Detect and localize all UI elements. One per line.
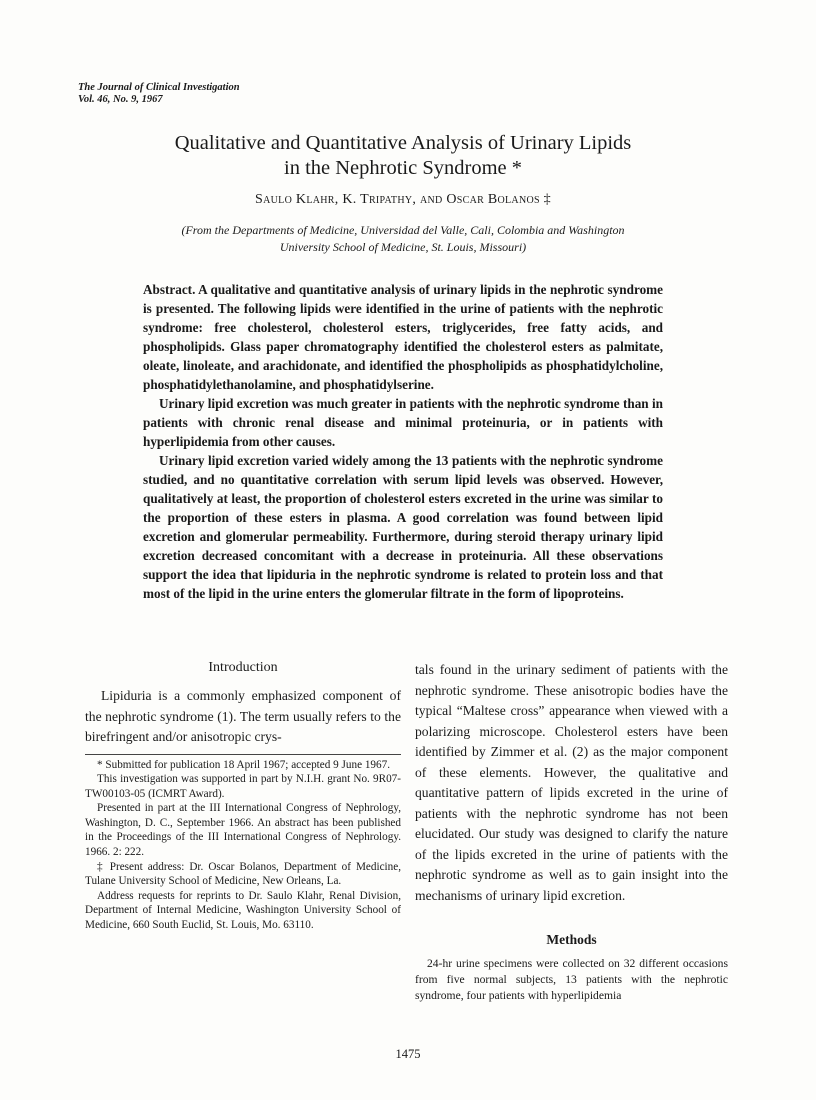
abstract-paragraph-3: Urinary lipid excretion varied widely among the 13 patients with the nephrotic syndrome studied, and no quantitative correlation with serum lipid levels was observed. However, qualitatively at least, the proportion of cholesterol esters excreted in the urine was similar to the proportion of these esters in plasma. A good correlation was found between lipid excretion and glomerular permeability. Furthermore, during steroid therapy urinary lipid excretion decreased concomitant with a decrease in proteinuria. All these observations support the idea that lipiduria in the nephrotic syndrome is related to protein loss and that most of the lipid in the urine enters the glomerular filtrate in the form of lipoproteins. [143,453,663,601]
author-list: Saulo Klahr, K. Tripathy, and Oscar Bolanos ‡ [255,192,551,207]
footnote-presented: Presented in part at the III International Congress of Nephrology, Washington, D. C., September 1966. An abstract has been published in the Proceedings of the III International Congress of Nephrology. 1966. 2: 222. [85,802,401,859]
title-line-2: in the Nephrotic Syndrome * [284,157,522,179]
abstract [143,280,663,603]
footnote-reprints: Address requests for reprints to Dr. Saulo Klahr, Renal Division, Department of Internal Medicine, Washington University School of Medicine, 660 South Euclid, St. Louis, Mo. 63110. [85,889,401,932]
journal-header [78,82,240,106]
methods-text: 24-hr urine specimens were collected on 32 different occasions from five normal subjects, 13 patients with the nephrotic syndrome, four patients with hyperlipidemia [415,957,728,1002]
abstract-paragraph-2: Urinary lipid excretion was much greater in patients with the nephrotic syndrome than in patients with chronic renal disease and minimal proteinuria, or in patients with hyperlipidemia from other causes. [143,396,663,449]
article-title [90,131,716,181]
affiliation-line-2: University School of Medicine, St. Louis, Missouri) [279,240,527,254]
left-column [85,660,401,933]
right-column [415,660,728,1004]
footnote-submitted: * Submitted for publication 18 April 1967; accepted 9 June 1967. [97,758,390,771]
journal-volume: Vol. 46, No. 9, 1967 [78,94,163,105]
page-number: 1475 [395,1047,421,1061]
introduction-heading: Introduction [208,660,278,675]
introduction-text-right: tals found in the urinary sediment of patients with the nephrotic syndrome. These anisotropic bodies have the typical “Maltese cross” appearance when viewed with a polarizing microscope. Cholesterol esters have been identified by Zimmer et al. (2) as the major component of these elements. However, the qualitative and quantitative pattern of lipids excreted in the urine of patients with the nephrotic syndrome has not been elucidated. Our study was designed to clarify the nature of the lipids excreted in the urine of patients with the nephrotic syndrome as well as to gain insight into the mechanisms of urinary lipid excretion. [415,662,728,903]
journal-name: The Journal of Clinical Investigation [78,82,240,93]
abstract-paragraph-1: Abstract. A qualitative and quantitative analysis of urinary lipids in the nephrotic syndrome is presented. The following lipids were identified in the urine of patients with the nephrotic syndrome: free cholesterol, cholesterol esters, triglycerides, free fatty acids, and phospholipids. Glass paper chromatography identified the cholesterol esters as palmitate, oleate, linoleate, and arachidonate, and identified the phospholipids as phosphatidylcholine, phosphatidylethanolamine, and phosphatidylserine. [143,282,663,392]
methods-heading: Methods [546,932,597,947]
footnote-present-address: ‡ Present address: Dr. Oscar Bolanos, Department of Medicine, Tulane University School of Medicine, New Orleans, La. [85,860,401,888]
footnotes [85,754,401,933]
title-line-1: Qualitative and Quantitative Analysis of Urinary Lipids [174,132,632,154]
footnote-support: This investigation was supported in part by N.I.H. grant No. 9R07-TW00103-05 (ICMRT Award). [85,773,401,800]
affiliation [140,222,666,256]
affiliation-line-1: (From the Departments of Medicine, Universidad del Valle, Cali, Colombia and Washington [181,223,625,237]
introduction-text-left: Lipiduria is a commonly emphasized component of the nephrotic syndrome (1). The term usually refers to the birefringent and/or anisotropic crys- [85,688,401,744]
